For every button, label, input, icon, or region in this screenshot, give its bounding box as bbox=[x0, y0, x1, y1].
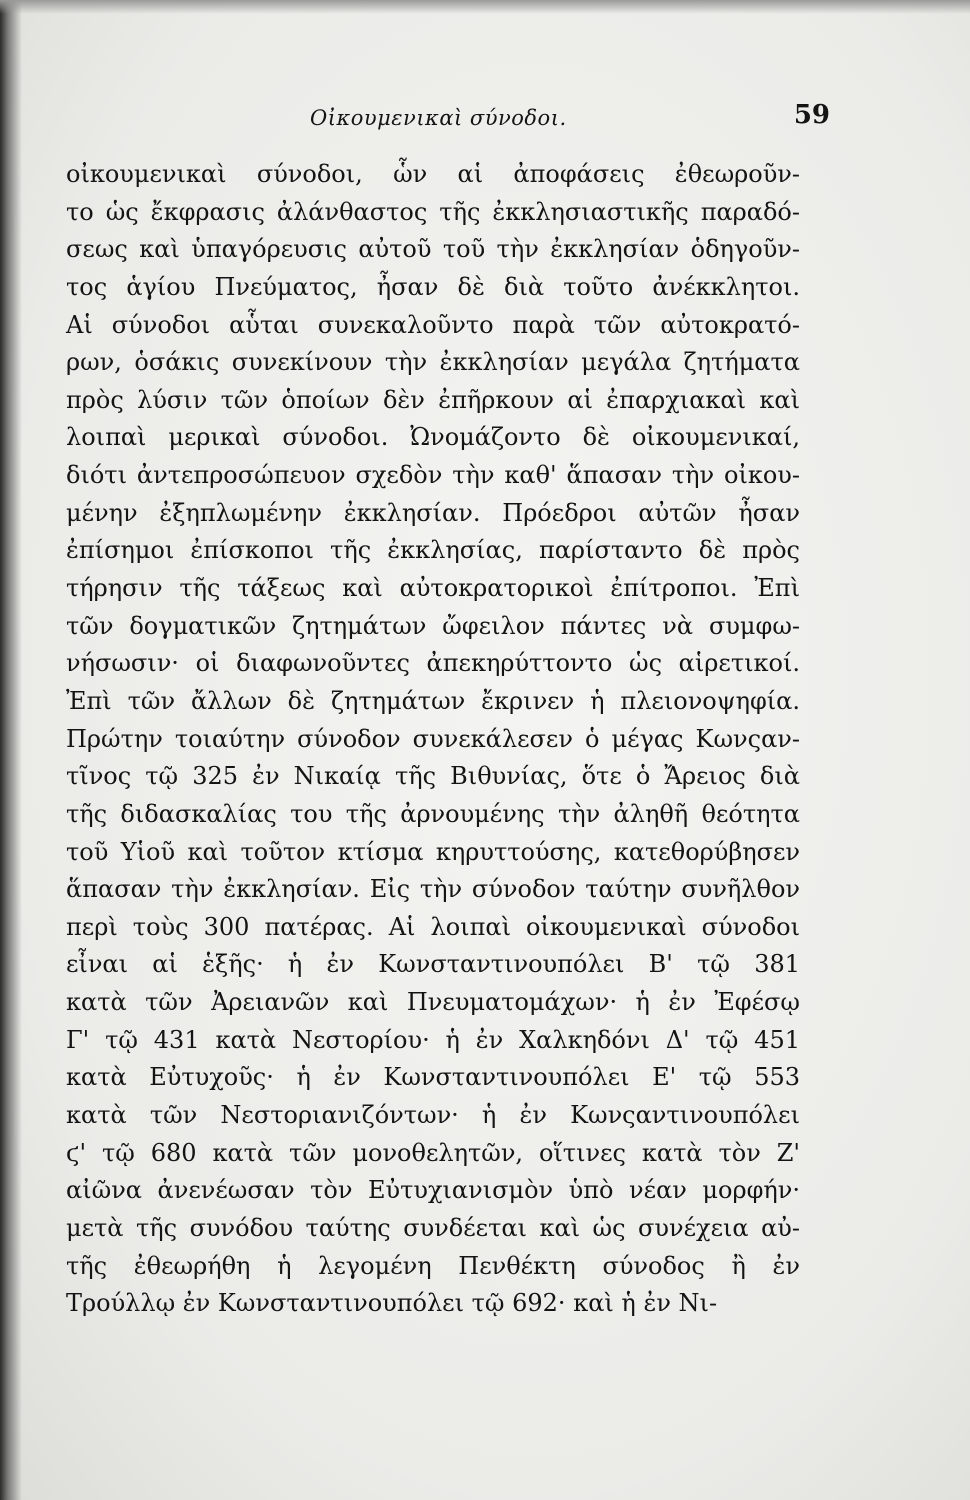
text-line: κατὰ τῶν Ἀρειανῶν καὶ Πνευματομάχων· ἡ ἐν Ἐφέσῳ bbox=[66, 988, 800, 1017]
top-edge-shadow bbox=[0, 0, 970, 14]
text-line: Πρώτην τοιαύτην σύνοδον συνεκάλεσεν ὁ μέγας Κωνςαν- bbox=[66, 724, 800, 753]
text-line: το ὡς ἔκφρασις ἀλάνθαστος τῆς ἐκκλησιαστικῆς παραδό- bbox=[66, 197, 800, 226]
text-line: Αἱ σύνοδοι αὗται συνεκαλοῦντο παρὰ τῶν αὐτοκρατό- bbox=[66, 310, 800, 339]
text-line: τῆς διδασκαλίας του τῆς ἀρνουμένης τὴν ἀληθῆ θεότητα bbox=[66, 799, 800, 828]
body-text bbox=[66, 156, 800, 1323]
text-line: περὶ τοὺς 300 πατέρας. Αἱ λοιπαὶ οἰκουμενικαὶ σύνοδοι bbox=[66, 912, 800, 941]
text-line: τοῦ Υἱοῦ καὶ τοῦτον κτίσμα κηρυττούσης, κατεθορύβησεν bbox=[66, 837, 800, 866]
text-line: διότι ἀντεπροσώπευον σχεδὸν τὴν καθ' ἅπασαν τὴν οἰκου- bbox=[66, 461, 800, 490]
text-line: μετὰ τῆς συνόδου ταύτης συνδέεται καὶ ὡς συνέχεια αὐ- bbox=[66, 1213, 800, 1242]
text-line: ἅπασαν τὴν ἐκκλησίαν. Εἰς τὴν σύνοδον ταύτην συνῆλθον bbox=[66, 875, 800, 904]
text-line: μένην ἐξηπλωμένην ἐκκλησίαν. Πρόεδροι αὐτῶν ἦσαν bbox=[66, 498, 800, 527]
text-line: κατὰ Εὐτυχοῦς· ἡ ἐν Κωνσταντινουπόλει Ε' τῷ 553 bbox=[66, 1063, 800, 1092]
text-line: αἰῶνα ἀνενέωσαν τὸν Εὐτυχιανισμὸν ὑπὸ νέαν μορφήν· bbox=[66, 1176, 800, 1205]
text-line: ἐπίσημοι ἐπίσκοποι τῆς ἐκκλησίας, παρίσταντο δὲ πρὸς bbox=[66, 536, 800, 565]
text-line: τῆς ἐθεωρήθη ἡ λεγομένη Πενθέκτη σύνοδος ἢ ἐν bbox=[66, 1251, 800, 1280]
text-line: ϛ' τῷ 680 κατὰ τῶν μονοθελητῶν, οἵτινες κατὰ τὸν Ζ' bbox=[66, 1138, 800, 1167]
text-line: οἰκουμενικαὶ σύνοδοι, ὧν αἱ ἀποφάσεις ἐθεωροῦν- bbox=[66, 160, 800, 188]
text-line: τος ἁγίου Πνεύματος, ἦσαν δὲ διὰ τοῦτο ἀνέκκλητοι. bbox=[66, 272, 800, 301]
text-line: σεως καὶ ὑπαγόρευσις αὐτοῦ τοῦ τὴν ἐκκλησίαν ὁδηγοῦν- bbox=[66, 235, 800, 264]
text-line: κατὰ τῶν Νεστοριανιζόντων· ἡ ἐν Κωνςαντινουπόλει bbox=[66, 1101, 800, 1130]
page-header bbox=[60, 98, 830, 138]
text-line: Γ' τῷ 431 κατὰ Νεστορίου· ἡ ἐν Χαλκηδόνι Δ' τῷ 451 bbox=[66, 1025, 800, 1054]
text-line: τήρησιν τῆς τάξεως καὶ αὐτοκρατορικοὶ ἐπίτροποι. Ἐπὶ bbox=[66, 574, 800, 603]
text-line: πρὸς λύσιν τῶν ὁποίων δὲν ἐπῆρκουν αἱ ἐπαρχιακαὶ καὶ bbox=[66, 385, 800, 414]
text-line: ρων, ὁσάκις συνεκίνουν τὴν ἐκκλησίαν μεγάλα ζητήματα bbox=[66, 348, 800, 377]
text-line: εἶναι αἱ ἑξῆς· ἡ ἐν Κωνσταντινουπόλει Β' τῷ 381 bbox=[66, 950, 800, 979]
text-line: τῖνος τῷ 325 ἐν Νικαίᾳ τῆς Βιθυνίας, ὅτε ὁ Ἄρειος διὰ bbox=[66, 762, 800, 791]
text-line: τῶν δογματικῶν ζητημάτων ὤφειλον πάντες νὰ συμφω- bbox=[66, 611, 800, 640]
text-line: Ἐπὶ τῶν ἄλλων δὲ ζητημάτων ἔκρινεν ἡ πλειονοψηφία. bbox=[66, 686, 800, 715]
binding-shadow bbox=[0, 0, 22, 1500]
text-line: λοιπαὶ μερικαὶ σύνοδοι. Ὠνομάζοντο δὲ οἰκουμενικαί, bbox=[66, 423, 800, 452]
page-number: 59 bbox=[793, 100, 830, 130]
text-line: Τρούλλῳ ἐν Κωνσταντινουπόλει τῷ 692· καὶ ἡ ἐν Νι- bbox=[66, 1289, 718, 1318]
text-line: νήσωσιν· οἱ διαφωνοῦντες ἀπεκηρύττοντο ὡς αἱρετικοί. bbox=[66, 649, 800, 678]
running-title: Οἰκουμενικαὶ σύνοδοι. bbox=[310, 106, 567, 130]
